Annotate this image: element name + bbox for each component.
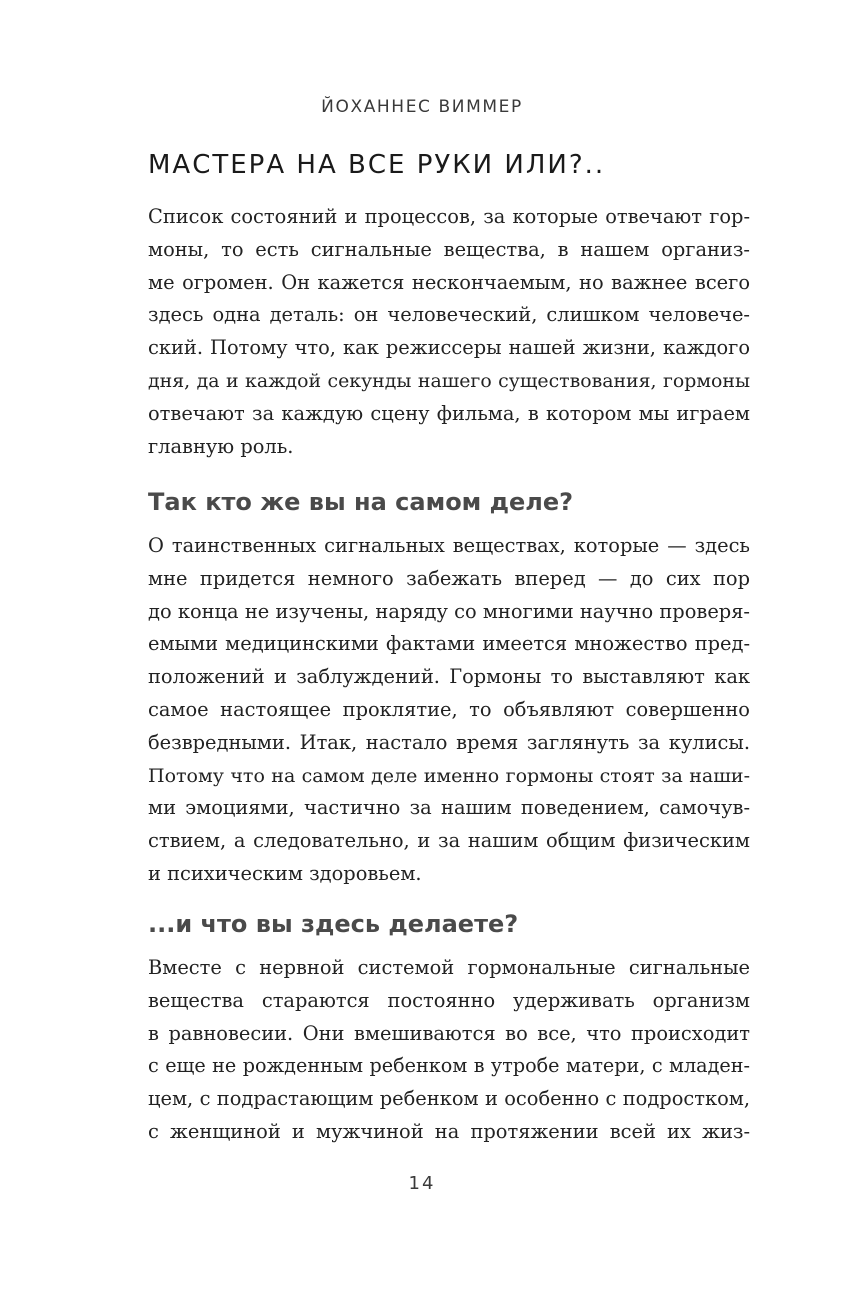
paragraph-what bbox=[148, 952, 750, 1149]
text-line: ствием, а следовательно, и за нашим общим физическим bbox=[148, 829, 750, 853]
text-line: самое настоящее проклятие, то объявляют совершенно bbox=[148, 697, 750, 721]
text-line: с еще не рожденным ребенком в утробе матери, с младен- bbox=[148, 1054, 750, 1078]
text-line: вещества стараются постоянно удерживать организм bbox=[148, 988, 750, 1012]
text-line: ме огромен. Он кажется нескончаемым, но важнее всего bbox=[148, 270, 750, 294]
paragraph-who bbox=[148, 530, 750, 891]
text-line: здесь одна деталь: он человеческий, слишком человече- bbox=[148, 303, 750, 327]
text-line: емыми медицинскими фактами имеется множество пред- bbox=[148, 632, 750, 656]
text-line: главную роль. bbox=[148, 434, 294, 458]
text-line: ми эмоциями, частично за нашим поведением, самочув- bbox=[148, 796, 750, 820]
subheading-who: Так кто же вы на самом деле? bbox=[148, 488, 574, 516]
text-line: моны, то есть сигнальные вещества, в нашем организ- bbox=[148, 237, 750, 261]
text-line: в равновесии. Они вмешиваются во все, что происходит bbox=[148, 1021, 750, 1045]
subheading-what: ...и что вы здесь делаете? bbox=[148, 910, 519, 938]
text-line: положений и заблуждений. Гормоны то выставляют как bbox=[148, 665, 750, 689]
paragraph-intro bbox=[148, 201, 750, 463]
text-line: цем, с подрастающим ребенком и особенно с подростком, bbox=[148, 1087, 750, 1111]
text-line: О таинственных сигнальных веществах, которые — здесь bbox=[148, 534, 750, 557]
text-line: Потому что на самом деле именно гормоны стоят за наши- bbox=[148, 764, 750, 787]
text-line: дня, да и каждой секунды нашего существования, гормоны bbox=[148, 369, 750, 392]
running-head: ЙОХАННЕС ВИММЕР bbox=[321, 97, 523, 117]
text-line: до конца не изучены, наряду со многими научно проверя- bbox=[148, 599, 750, 623]
text-line: с женщиной и мужчиной на протяжении всей их жиз- bbox=[148, 1119, 750, 1143]
text-line: отвечают за каждую сцену фильма, в котором мы играем bbox=[148, 401, 750, 425]
text-line: безвредными. Итак, настало время заглянуть за кулисы. bbox=[148, 730, 750, 754]
chapter-title: МАСТЕРА НА ВСЕ РУКИ ИЛИ?.. bbox=[148, 150, 606, 180]
text-line: ский. Потому что, как режиссеры нашей жизни, каждого bbox=[148, 336, 750, 360]
page-number: 14 bbox=[408, 1173, 436, 1194]
text-line: Список состояний и процессов, за которые отвечают гор- bbox=[148, 205, 750, 228]
text-line: Вместе с нервной системой гормональные сигнальные bbox=[148, 956, 750, 979]
text-line: и психическим здоровьем. bbox=[148, 861, 422, 885]
text-line: мне придется немного забежать вперед — до сих пор bbox=[148, 566, 750, 590]
